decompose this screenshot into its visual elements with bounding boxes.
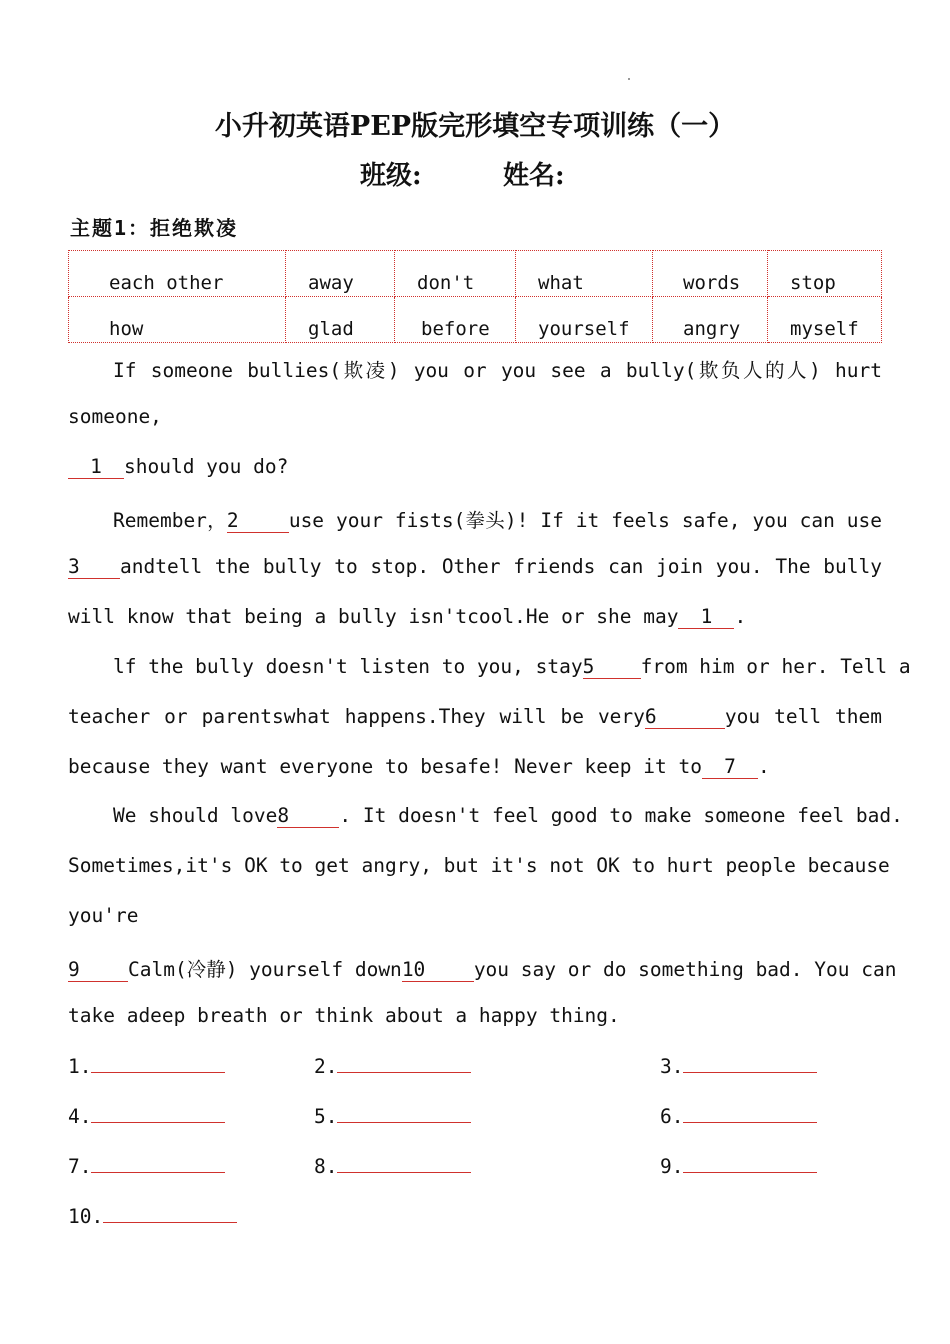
word-bank-row xyxy=(69,251,882,297)
passage-text: lf the bully doesn't listen to you, stay xyxy=(113,655,583,678)
answer-number: 1. xyxy=(68,1055,92,1078)
blank-8[interactable]: 8 xyxy=(277,805,339,828)
word-cell: myself xyxy=(768,297,882,343)
passage-line xyxy=(68,705,882,735)
passage-line: take adeep breath or think about a happy thing. xyxy=(68,1004,620,1027)
answer-line-10[interactable] xyxy=(68,1204,237,1228)
passage-line xyxy=(68,555,882,585)
answer-line-2[interactable] xyxy=(314,1054,471,1078)
answer-underline xyxy=(91,1154,225,1173)
passage-text: you say or do something bad. You can xyxy=(473,958,897,981)
answer-underline xyxy=(337,1104,471,1123)
answer-line-1[interactable] xyxy=(68,1054,225,1078)
blank-6[interactable]: 6 xyxy=(645,706,725,729)
answer-number: 10. xyxy=(68,1205,104,1228)
class-label: 班级: xyxy=(360,161,422,191)
word-cell: yourself xyxy=(516,297,653,343)
topic-heading: 主题1：拒绝欺凌 xyxy=(70,216,239,240)
answer-underline xyxy=(337,1154,471,1173)
passage-line xyxy=(68,804,903,834)
passage-text: teacher or parentswhat happens.They will be very xyxy=(68,705,645,728)
answer-underline xyxy=(103,1204,237,1223)
passage-line: If someone bullies(欺凌) you or you see a bully(欺负人的人) hurt xyxy=(113,359,882,382)
passage-text: Calm(冷静) yourself down xyxy=(128,958,402,981)
answer-number: 2. xyxy=(314,1055,338,1078)
answer-number: 6. xyxy=(660,1105,684,1128)
answer-line-3[interactable] xyxy=(660,1054,817,1078)
word-cell: don't xyxy=(395,251,516,297)
passage-text: Remember， xyxy=(113,509,227,532)
answer-line-4[interactable] xyxy=(68,1104,225,1128)
passage-line xyxy=(68,655,911,685)
passage-text: should you do? xyxy=(124,455,289,478)
blank-4[interactable]: 1 xyxy=(678,606,734,629)
answer-line-5[interactable] xyxy=(314,1104,471,1128)
word-cell: glad xyxy=(286,297,395,343)
word-cell: words xyxy=(653,251,768,297)
answer-number: 7. xyxy=(68,1155,92,1178)
word-cell: how xyxy=(69,297,286,343)
passage-line: Sometimes,it's OK to get angry, but it's not OK to hurt people because xyxy=(68,854,890,877)
passage-text: andtell the bully to stop. Other friends can join you. The bully xyxy=(120,555,882,578)
answer-underline xyxy=(683,1104,817,1123)
passage-line xyxy=(68,954,897,984)
word-bank-table xyxy=(68,250,882,343)
answer-line-9[interactable] xyxy=(660,1154,817,1178)
passage-text: . xyxy=(734,605,747,628)
word-cell: angry xyxy=(653,297,768,343)
answer-number: 3. xyxy=(660,1055,684,1078)
passage-text: . xyxy=(757,755,770,778)
answer-line-8[interactable] xyxy=(314,1154,471,1178)
answer-underline xyxy=(91,1054,225,1073)
passage-text: use your fists(拳头)! If it feels safe, you can use xyxy=(288,509,883,532)
passage-line xyxy=(68,755,882,785)
answer-underline xyxy=(683,1054,817,1073)
word-cell: each other xyxy=(69,251,286,297)
blank-1[interactable]: 1 xyxy=(68,456,124,479)
blank-5[interactable]: 5 xyxy=(583,656,641,679)
answer-underline xyxy=(337,1054,471,1073)
answer-line-7[interactable] xyxy=(68,1154,225,1178)
answer-number: 4. xyxy=(68,1105,92,1128)
word-cell: stop xyxy=(768,251,882,297)
passage-line xyxy=(68,605,882,635)
answer-number: 5. xyxy=(314,1105,338,1128)
passage-line: someone, xyxy=(68,405,162,428)
passage-line: you're xyxy=(68,904,139,927)
blank-3[interactable]: 3 xyxy=(68,556,120,579)
passage-text: will know that being a bully isn'tcool.He or she may xyxy=(68,605,679,628)
passage-text: from him or her. Tell a xyxy=(640,655,911,678)
answer-line-6[interactable] xyxy=(660,1104,817,1128)
word-cell: before xyxy=(395,297,516,343)
blank-7[interactable]: 7 xyxy=(702,756,758,779)
blank-10[interactable]: 10 xyxy=(402,959,474,982)
word-cell: what xyxy=(516,251,653,297)
answer-underline xyxy=(683,1154,817,1173)
name-label: 姓名: xyxy=(503,161,565,191)
passage-text: you tell them xyxy=(724,705,882,728)
blank-2[interactable]: 2 xyxy=(227,510,289,533)
answer-number: 9. xyxy=(660,1155,684,1178)
word-bank-row xyxy=(69,297,882,343)
answer-underline xyxy=(91,1104,225,1123)
passage-text: . It doesn't feel good to make someone feel bad. xyxy=(339,804,903,827)
passage-line xyxy=(68,505,882,535)
passage-text: We should love xyxy=(113,804,278,827)
scan-dot xyxy=(628,78,630,80)
blank-9[interactable]: 9 xyxy=(68,959,128,982)
page-title: 小升初英语PEP版完形填空专项训练（一） xyxy=(214,111,736,142)
word-cell: away xyxy=(286,251,395,297)
passage-line xyxy=(68,455,882,485)
passage-text: because they want everyone to besafe! Never keep it to xyxy=(68,755,702,778)
answer-number: 8. xyxy=(314,1155,338,1178)
